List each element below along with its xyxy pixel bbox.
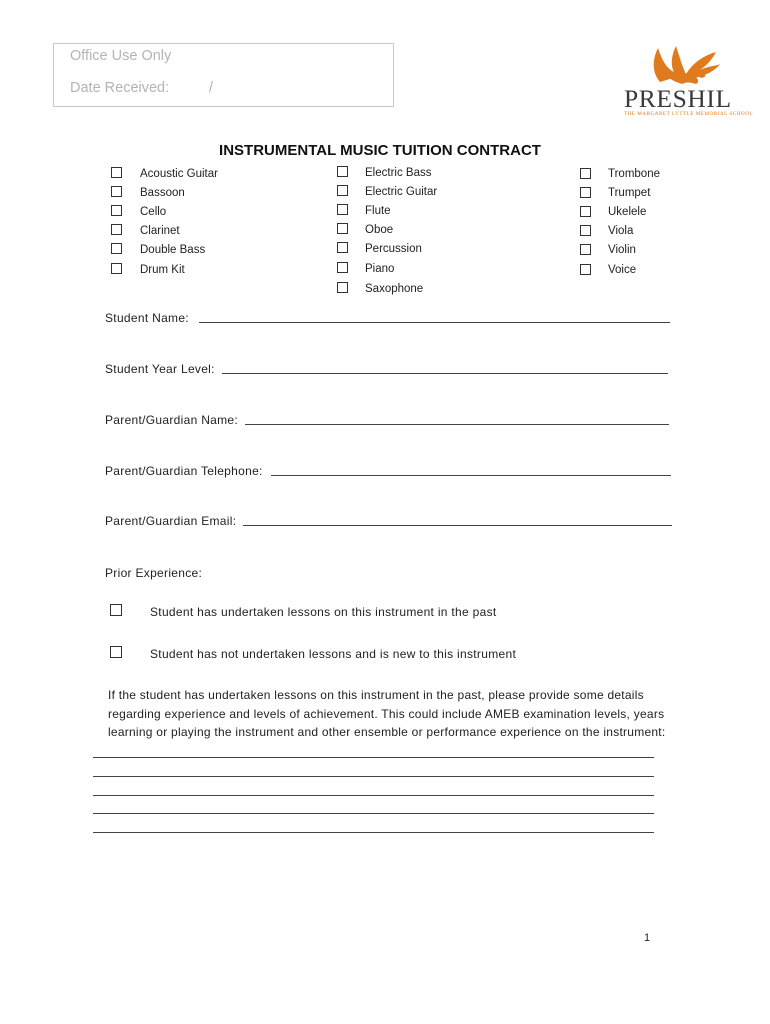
- instrument-label: Drum Kit: [140, 264, 185, 276]
- guardian-email-field[interactable]: [243, 525, 672, 526]
- checkbox-ukelele[interactable]: [580, 206, 591, 217]
- instrument-label: Viola: [608, 225, 634, 237]
- details-instructions: [108, 686, 708, 742]
- checkbox-violin[interactable]: [580, 244, 591, 255]
- checkbox-electric-guitar[interactable]: [337, 185, 348, 196]
- checkbox-bassoon[interactable]: [111, 186, 122, 197]
- logo-subtitle: THE MARGARET LYTTLE MEMORIAL SCHOOL: [624, 112, 754, 117]
- student-name-field[interactable]: [199, 322, 670, 323]
- details-answer-line[interactable]: [93, 776, 654, 777]
- page-number: 1: [644, 932, 651, 944]
- checkbox-double-bass[interactable]: [111, 243, 122, 254]
- details-answer-line[interactable]: [93, 813, 654, 814]
- instrument-label: Electric Bass: [365, 167, 432, 179]
- prior-lessons-label: Student has undertaken lessons on this instrument in the past: [150, 605, 497, 619]
- instrument-label: Cello: [140, 206, 167, 218]
- checkbox-flute[interactable]: [337, 204, 348, 215]
- details-line: learning or playing the instrument and other ensemble or performance experience on the instrument:: [108, 725, 666, 739]
- checkbox-trumpet[interactable]: [580, 187, 591, 198]
- instrument-label: Percussion: [365, 243, 422, 255]
- logo-wordmark: PRESHIL: [624, 84, 732, 113]
- instrument-label: Trumpet: [608, 187, 651, 199]
- instrument-label: Piano: [365, 263, 395, 275]
- details-answer-line[interactable]: [93, 795, 654, 796]
- instrument-label: Double Bass: [140, 244, 206, 256]
- guardian-email-label: Parent/Guardian Email:: [105, 514, 237, 528]
- date-separator: /: [209, 80, 214, 96]
- instrument-label: Trombone: [608, 168, 660, 180]
- checkbox-trombone[interactable]: [580, 168, 591, 179]
- student-name-label: Student Name:: [105, 311, 189, 325]
- guardian-phone-label: Parent/Guardian Telephone:: [105, 464, 263, 478]
- guardian-phone-field[interactable]: [271, 475, 671, 476]
- checkbox-prior-lessons[interactable]: [110, 604, 122, 616]
- checkbox-percussion[interactable]: [337, 242, 348, 253]
- checkbox-cello[interactable]: [111, 205, 122, 216]
- office-use-label: Office Use Only: [70, 48, 172, 64]
- checkbox-electric-bass[interactable]: [337, 166, 348, 177]
- details-line: If the student has undertaken lessons on this instrument in the past, please provide some details: [108, 688, 644, 702]
- checkbox-clarinet[interactable]: [111, 224, 122, 235]
- instrument-label: Bassoon: [140, 187, 185, 199]
- student-year-label: Student Year Level:: [105, 362, 215, 376]
- details-answer-line[interactable]: [93, 757, 654, 758]
- details-line: regarding experience and levels of achievement. This could include AMEB examination levels, years: [108, 706, 665, 721]
- instrument-label: Flute: [365, 205, 391, 217]
- instrument-label: Ukelele: [608, 206, 647, 218]
- student-year-field[interactable]: [222, 373, 668, 374]
- instrument-label: Clarinet: [140, 225, 180, 237]
- checkbox-no-prior-lessons[interactable]: [110, 646, 122, 658]
- instrument-label: Violin: [608, 244, 636, 256]
- instrument-label: Oboe: [365, 224, 394, 236]
- instrument-label: Saxophone: [365, 283, 424, 295]
- date-received-label: Date Received:: [70, 80, 170, 96]
- checkbox-piano[interactable]: [337, 262, 348, 273]
- checkbox-voice[interactable]: [580, 264, 591, 275]
- guardian-name-field[interactable]: [245, 424, 669, 425]
- checkbox-drum-kit[interactable]: [111, 263, 122, 274]
- form-title: INSTRUMENTAL MUSIC TUITION CONTRACT: [219, 142, 541, 159]
- checkbox-viola[interactable]: [580, 225, 591, 236]
- checkbox-acoustic-guitar[interactable]: [111, 167, 122, 178]
- instrument-label: Electric Guitar: [365, 186, 438, 198]
- prior-experience-label: Prior Experience:: [105, 566, 203, 580]
- details-answer-line[interactable]: [93, 832, 654, 833]
- instrument-label: Voice: [608, 264, 637, 276]
- guardian-name-label: Parent/Guardian Name:: [105, 413, 239, 427]
- instrument-label: Acoustic Guitar: [140, 168, 218, 180]
- checkbox-oboe[interactable]: [337, 223, 348, 234]
- checkbox-saxophone[interactable]: [337, 282, 348, 293]
- no-prior-lessons-label: Student has not undertaken lessons and is new to this instrument: [150, 647, 517, 661]
